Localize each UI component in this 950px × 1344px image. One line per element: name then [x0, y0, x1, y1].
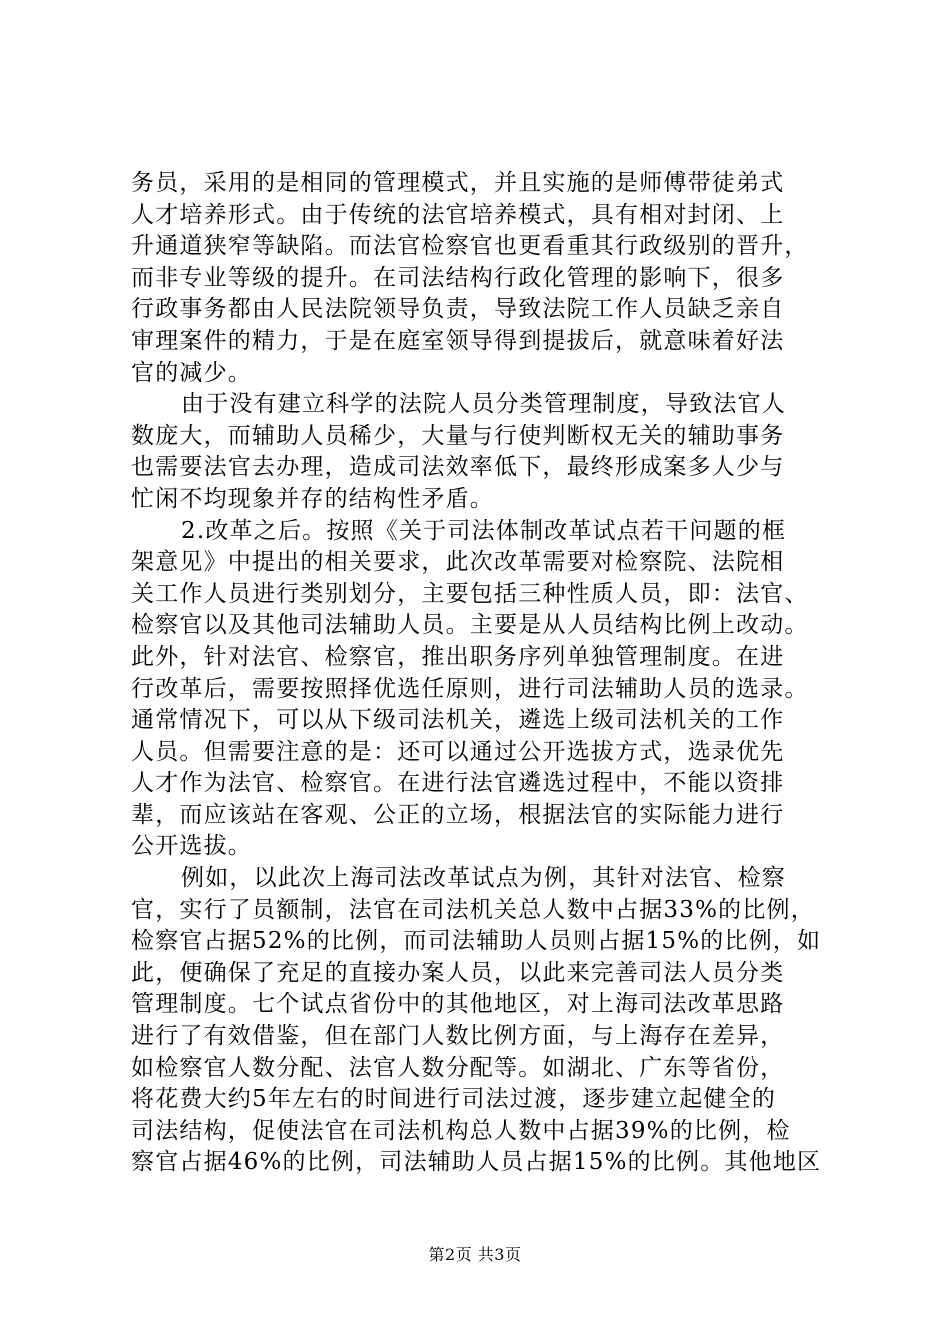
text-line: 如检察官人数分配、法官人数分配等。如湖北、广东等省份，	[131, 1054, 785, 1081]
text-line: 检察官占据52%的比例，而司法辅助人员则占据15%的比例，如	[131, 928, 822, 955]
text-line: 司法结构，促使法官在司法机构总人数中占据39%的比例，检	[131, 1117, 791, 1144]
text-line: 管理制度。七个试点省份中的其他地区，对上海司法改革思路	[131, 991, 785, 1018]
text-line: 审理案件的精力，于是在庭室领导得到提拔后，就意味着好法	[131, 327, 785, 354]
paragraph-first-line: 例如，以此次上海司法改革试点为例，其针对法官、检察	[181, 865, 786, 892]
text-line: 官，实行了员额制，法官在司法机关总人数中占据33%的比例，	[131, 896, 815, 923]
text-line: 通常情况下，可以从下级司法机关，遴选上级司法机关的工作	[131, 707, 785, 734]
text-line: 务员，采用的是相同的管理模式，并且实施的是师傅带徒弟式	[131, 170, 785, 196]
text-line: 人员。但需要注意的是：还可以通过公开选拔方式，选录优先	[131, 738, 785, 765]
text-line: 人才培养形式。由于传统的法官培养模式，具有相对封闭、上	[131, 201, 785, 228]
text-line: 也需要法官去办理，造成司法效率低下，最终形成案多人少与	[131, 454, 785, 481]
text-line: 此外，针对法官、检察官，推出职务序列单独管理制度。在进	[131, 643, 785, 670]
text-line: 关工作人员进行类别划分，主要包括三种性质人员，即：法官、	[131, 580, 809, 607]
text-line: 进行了有效借鉴，但在部门人数比例方面，与上海存在差异，	[131, 1023, 785, 1050]
text-line: 察官占据46%的比例，司法辅助人员占据15%的比例。其他地区	[131, 1149, 822, 1176]
text-line: 辈，而应该站在客观、公正的立场，根据法官的实际能力进行	[131, 801, 785, 828]
text-line: 行改革后，需要按照择优选任原则，进行司法辅助人员的选录。	[131, 675, 809, 702]
text-line: 数庞大，而辅助人员稀少，大量与行使判断权无关的辅助事务	[131, 422, 785, 449]
text-line: 将花费大约5年左右的时间进行司法过渡，逐步建立起健全的	[131, 1086, 777, 1113]
text-line: 此，便确保了充足的直接办案人员，以此来完善司法人员分类	[131, 959, 785, 986]
text-line: 官的减少。	[131, 359, 252, 386]
document-body	[131, 168, 831, 1179]
text-line: 人才作为法官、检察官。在进行法官遴选过程中，不能以资排	[131, 770, 785, 797]
paragraph-first-line: 由于没有建立科学的法院人员分类管理制度，导致法官人	[181, 391, 786, 418]
text-line: 行政事务都由人民法院领导负责，导致法院工作人员缺乏亲自	[131, 296, 785, 323]
text-line: 公开选拔。	[131, 833, 252, 860]
text-line: 检察官以及其他司法辅助人员。主要是从人员结构比例上改动。	[131, 612, 809, 639]
paragraph-first-line: 2.改革之后。按照《关于司法体制改革试点若干问题的框	[181, 517, 787, 544]
text-line: 而非专业等级的提升。在司法结构行政化管理的影响下，很多	[131, 264, 785, 291]
text-line: 架意见》中提出的相关要求，此次改革需要对检察院、法院相	[131, 549, 785, 576]
text-line: 忙闲不均现象并存的结构性矛盾。	[131, 485, 494, 512]
text-line: 升通道狭窄等缺陷。而法官检察官也更看重其行政级别的晋升，	[131, 233, 809, 260]
page-footer: 第2页 共3页	[428, 1245, 522, 1264]
